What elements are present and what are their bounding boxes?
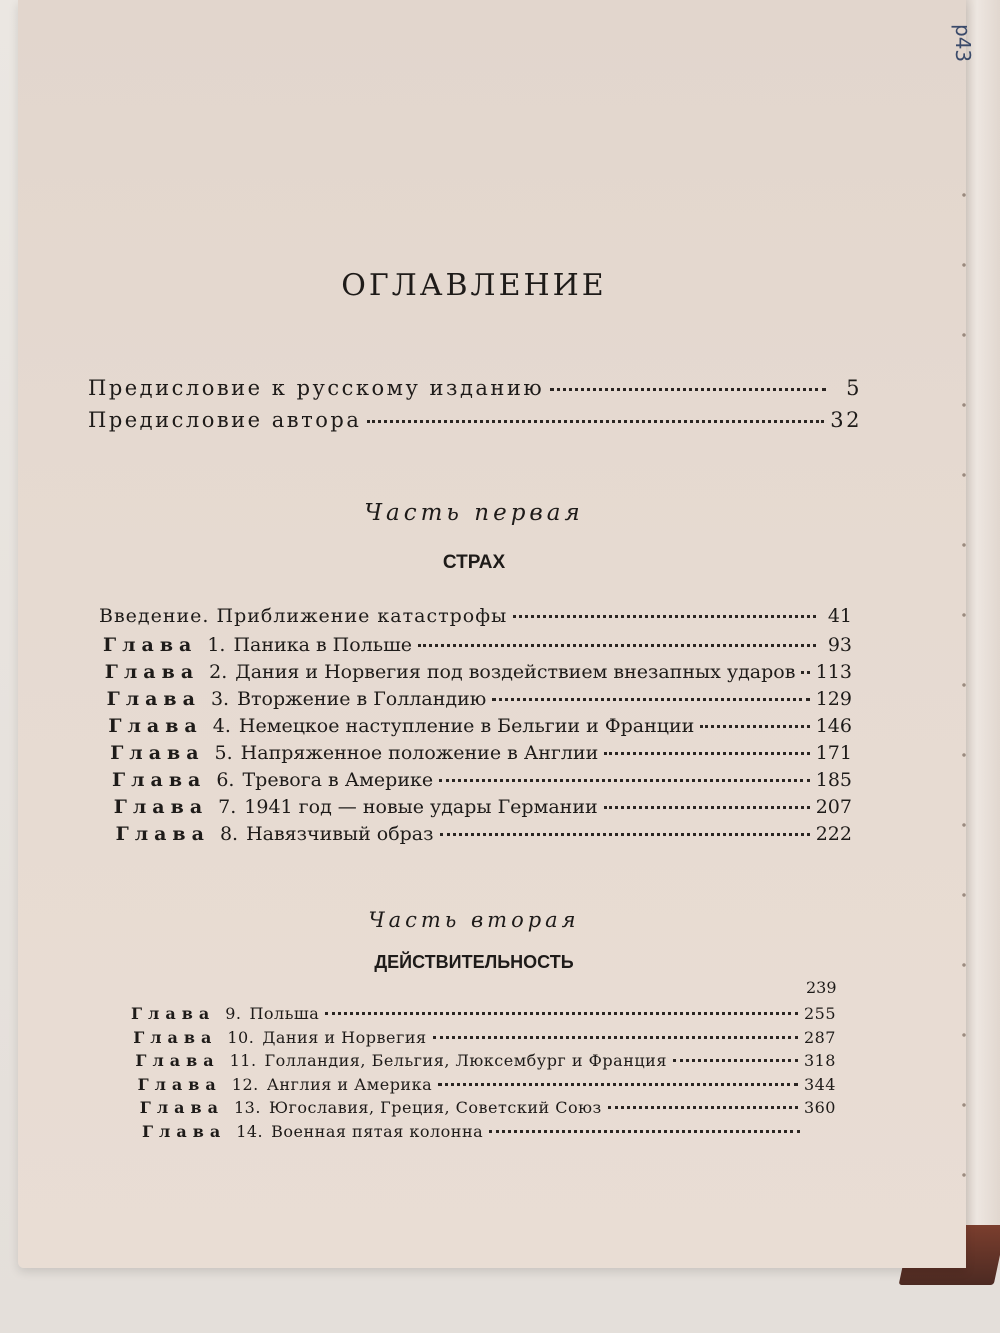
leader-dots (440, 832, 810, 836)
page-title: ОГЛАВЛЕНИЕ (341, 268, 607, 303)
section-heading: ДЕЙСТВИТЕЛЬНОСТЬ (374, 952, 574, 972)
toc-entry-page: 255 (803, 1004, 836, 1023)
toc-entry-page: 5 (846, 376, 862, 400)
leader-dots (325, 1011, 798, 1015)
chapter-number: 12. (231, 1074, 259, 1094)
chapter-word: Глава (135, 1051, 220, 1070)
toc-entry-page: 129 (815, 688, 852, 710)
toc-entry-chapter (112, 769, 852, 791)
toc-entry-label: Введение. Приближение катастрофы (99, 605, 508, 627)
chapter-number: 10. (227, 1027, 255, 1047)
toc-entry-chapter (142, 1122, 836, 1141)
toc-entry-chapter (116, 823, 852, 845)
chapter-word: Глава (103, 634, 198, 656)
chapter-word: Глава (133, 1027, 218, 1047)
spine-stitching (960, 160, 968, 1210)
leader-dots (439, 778, 810, 782)
chapter-title: 1941 год — новые удары Германии (244, 796, 598, 818)
toc-entry-chapter (131, 1004, 836, 1023)
chapter-title: Паника в Польше (233, 634, 413, 656)
chapter-title: Военная пятая колонна (271, 1121, 484, 1141)
leader-dots (492, 697, 809, 701)
toc-entry-page: 146 (815, 715, 852, 737)
chapter-title: Напряженное положение в Англии (240, 742, 599, 764)
chapter-number: 9. (225, 1004, 242, 1023)
chapter-title: Дания и Норвегия под воздействием внезапных ударов (235, 661, 796, 683)
leader-dots (513, 614, 816, 618)
toc-entry-chapter (133, 1028, 836, 1047)
chapter-number: 11. (229, 1051, 257, 1070)
leader-dots (604, 805, 810, 809)
toc-entry-page: 93 (827, 634, 852, 656)
leader-dots (801, 670, 809, 674)
toc-entry-chapter (110, 742, 852, 764)
toc-entry-page: 239 (806, 978, 837, 997)
part-heading: Часть вторая (368, 908, 580, 932)
chapter-number: 5. (214, 742, 233, 764)
section-heading: СТРАХ (442, 552, 506, 573)
chapter-number: 2. (209, 661, 228, 683)
chapter-word: Глава (137, 1074, 222, 1094)
toc-entry-page: 185 (815, 769, 852, 791)
chapter-title: Голландия, Бельгия, Люксембург и Франция (264, 1051, 667, 1070)
chapter-word: Глава (113, 796, 209, 818)
chapter-title: Англия и Америка (266, 1074, 433, 1094)
toc-entry-label: Предисловие автора (88, 408, 362, 432)
chapter-number: 6. (216, 769, 235, 791)
leader-dots (700, 724, 809, 728)
toc-entry-page: 41 (827, 605, 852, 627)
chapter-title: Навязчивый образ (246, 823, 434, 845)
toc-entry-label: Предисловие к русскому изданию (88, 376, 545, 400)
toc-entry-chapter (103, 634, 852, 656)
toc-entry-chapter (114, 796, 852, 818)
chapter-word: Глава (108, 715, 203, 737)
chapter-title: Югославия, Греция, Советский Союз (268, 1098, 602, 1117)
toc-entry-page: 287 (803, 1027, 836, 1047)
chapter-word: Глава (115, 823, 210, 845)
toc-entry-chapter (108, 715, 852, 737)
toc-entry-chapter (138, 1075, 836, 1094)
toc-entry-chapter (140, 1098, 836, 1117)
chapter-word: Глава (142, 1121, 227, 1141)
leader-dots (438, 1082, 798, 1086)
chapter-word: Глава (106, 688, 201, 710)
part-heading: Часть первая (364, 500, 584, 526)
chapter-number: 8. (219, 823, 239, 845)
chapter-title: Дания и Норвегия (262, 1027, 427, 1047)
chapter-word: Глава (112, 769, 207, 791)
leader-dots (608, 1105, 798, 1109)
chapter-word: Глава (104, 661, 200, 683)
leader-dots (604, 751, 809, 755)
chapter-title: Польша (249, 1004, 320, 1023)
leader-dots (433, 1035, 798, 1039)
chapter-title: Тревога в Америке (242, 769, 434, 791)
toc-entry-chapter (105, 661, 852, 683)
chapter-word: Глава (131, 1004, 216, 1023)
chapter-number: 14. (236, 1121, 264, 1141)
leader-dots (489, 1129, 800, 1133)
chapter-title: Вторжение в Голландию (237, 688, 487, 710)
chapter-number: 1. (207, 634, 226, 656)
toc-entry-page: 113 (815, 661, 852, 683)
leader-dots (673, 1058, 798, 1062)
chapter-word: Глава (139, 1098, 224, 1117)
toc-entry-chapter (135, 1051, 836, 1070)
toc-entry-page: 344 (803, 1074, 836, 1094)
chapter-word: Глава (110, 742, 205, 764)
toc-entry-chapter (107, 688, 852, 710)
chapter-number: 4. (212, 715, 231, 737)
chapter-number: 13. (233, 1098, 261, 1117)
chapter-number: 7. (218, 796, 237, 818)
handwritten-mark: р43 (951, 24, 975, 63)
chapter-title: Немецкое наступление в Бельгии и Франции (238, 715, 695, 737)
toc-entry-page: 318 (803, 1051, 836, 1070)
toc-entry-intro (99, 605, 852, 627)
toc-entry-page: 360 (803, 1098, 836, 1117)
leader-dots (550, 387, 826, 391)
leader-dots (367, 419, 824, 423)
toc-entry-page: 171 (815, 742, 852, 764)
toc-entry-preface-ru (88, 376, 862, 400)
toc-entry-page: 207 (815, 796, 852, 818)
toc-entry-page: 222 (815, 823, 852, 845)
toc-entry-page: 32 (830, 408, 862, 432)
toc-entry-preface-author (88, 408, 862, 432)
chapter-number: 3. (210, 688, 230, 710)
leader-dots (418, 643, 816, 647)
